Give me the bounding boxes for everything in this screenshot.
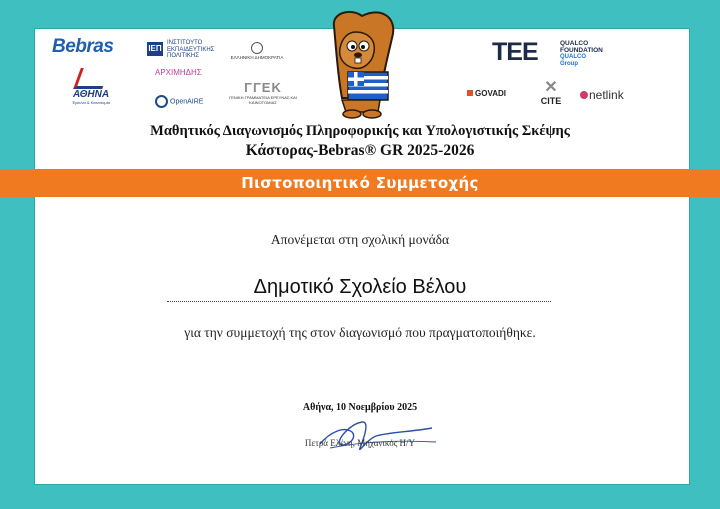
bebras-logo: Bebras [52, 36, 114, 57]
athena-subtitle: Έρευνα & Καινοτομία [72, 100, 110, 105]
hellenic-emblem-icon [251, 42, 263, 54]
hellenic-republic-text: ΕΛΛΗΝΙΚΗ ΔΗΜΟΚΡΑΤΙΑ [230, 55, 284, 60]
govadi-logo [467, 89, 522, 103]
arximidis-logo: ΑΡΧΙΜΗΔΗΣ [155, 68, 202, 77]
school-name: Δημοτικό Σχολείο Βέλου [253, 276, 467, 298]
date-place: Αθήνα, 10 Νοεμβρίου 2025 [302, 402, 418, 413]
iep-logo-text: ΙΝΣΤΙΤΟΥΤΟ ΕΚΠΑΙΔΕΥΤΙΚΗΣ ΠΟΛΙΤΙΚΗΣ [167, 40, 215, 59]
iep-logo [147, 40, 215, 62]
cite-cross-icon: ✕ [544, 79, 558, 96]
qualco-line1: QUALCO [560, 40, 589, 47]
athena-mark-icon [73, 68, 110, 89]
beaver-mascot-icon [322, 8, 400, 120]
gget-logo [228, 80, 298, 108]
gget-acronym: ΓΓΕΚ [244, 80, 282, 95]
qualco-line2: FOUNDATION [560, 47, 603, 54]
netlink-text: netlink [589, 88, 624, 102]
tee-logo: TEE [492, 38, 538, 66]
openaire-text: OpenAIRE [170, 98, 204, 106]
certificate-banner: Πιστοποιητικό Συμμετοχής [0, 169, 720, 197]
qualco-foundation-logo [560, 40, 620, 70]
athena-logo [62, 68, 120, 118]
signature-icon [300, 418, 440, 456]
openaire-logo [155, 95, 210, 109]
netlink-logo [580, 88, 640, 102]
cite-logo [537, 80, 565, 112]
openaire-circle-icon [155, 95, 168, 108]
participation-text: για την συμμετοχή της στον διαγωνισμό που πραγματοποιήθηκε. [184, 325, 536, 340]
competition-edition: Κάστορας-Bebras® GR 2025-2026 [245, 142, 475, 159]
govadi-mark-icon [467, 90, 473, 96]
qualco-group-line2: Group [560, 61, 578, 67]
iep-logo-mark: ΙΕΠ [147, 42, 163, 56]
athena-name: ΑΘΗΝΑ [72, 89, 110, 100]
netlink-dot-icon [580, 91, 588, 99]
hellenic-republic-logo [222, 42, 292, 64]
awarded-to-text: Απονέμεται στη σχολική μονάδα [270, 232, 450, 247]
qualco-group-line1: QUALCO [560, 54, 586, 60]
cite-text: CITE [540, 96, 562, 106]
school-name-underline [167, 301, 551, 302]
gget-fullname: ΓΕΝΙΚΗ ΓΡΑΜΜΑΤΕΙΑ ΕΡΕΥΝΑΣ ΚΑΙ ΚΑΙΝΟΤΟΜΙΑΣ [229, 95, 297, 105]
signer-name: Πετρά Ελένη, Μηχανικός Η/Υ [304, 438, 416, 448]
govadi-text: GOVADI [475, 89, 506, 98]
competition-title: Μαθητικός Διαγωνισμός Πληροφορικής και Υπολογιστικής Σκέψης [150, 123, 570, 139]
